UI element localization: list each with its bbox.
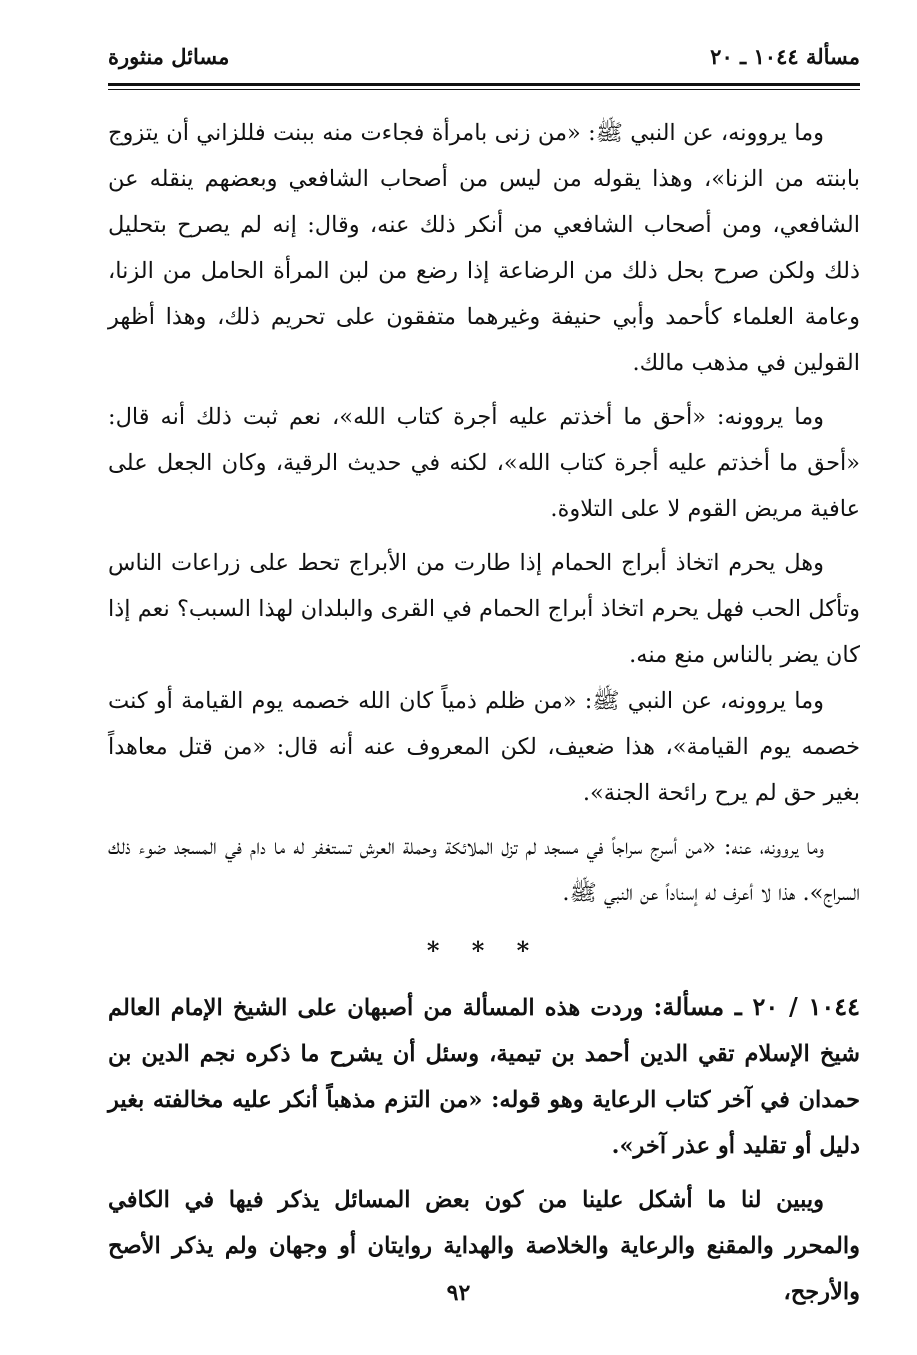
header-chapter-title: مسائل منثورة [108, 44, 230, 69]
section-label: ١٠٤٤ / ٢٠ ـ مسألة: [653, 992, 860, 1021]
paragraph-3: وهل يحرم اتخاذ أبراج الحمام إذا طارت من الأبراج تحط على زراعات الناس وتأكل الحب فهل يحرم اتخاذ أبراج الحمام في القرى والبلدان لهذا السبب؟ نعم إذا كان يضر بالناس منع منه. [108, 550, 860, 668]
header-rule-thin [108, 89, 860, 90]
paragraph-1: وما يروونه، عن النبي ﷺ: «من زنى بامرأة فجاءت منه ببنت فللزاني أن يتزوج بابنته من الزنا»، وهذا يقوله من ليس من أصحاب الشافعي وبعضهم ينقله عن الشافعي، ومن أصحاب الشافعي من أنكر ذلك عنه، وقال: إنه لم يصرح بتحليل ذلك ولكن صرح بحل ذلك من الرضاعة إذا رضع من لبن المرأة الحامل من الزنا، وعامة العلماء كأحمد وأبي حنيفة وغيرهما متفقون على تحريم ذلك، وهذا أظهر القولين في مذهب مالك. [108, 120, 860, 376]
section-continuation: ويبين لنا ما أشكل علينا من كون بعض المسائل يذكر فيها في الكافي والمحرر والمقنع والرعاية والخلاصة والهداية روايتان أو وجهان ولم يذكر الأصح والأرجح، [108, 1187, 860, 1305]
running-header [108, 44, 860, 80]
header-issue-number: مسألة ١٠٤٤ ـ ٢٠ [710, 44, 860, 69]
header-rule-thick [108, 83, 860, 86]
section-text: وردت هذه المسألة من أصبهان على الشيخ الإمام العالم شيخ الإسلام تقي الدين أحمد بن تيمية، وسئل أن يشرح ما ذكره نجم الدين بن حمدان في آخر كتاب الرعاية وهو قوله: «من التزم مذهباً أنكر عليه مخالفته بغير دليل أو تقليد أو عذر آخر». [108, 995, 860, 1159]
paragraph-2: وما يروونه: «أحق ما أخذتم عليه أجرة كتاب الله»، نعم ثبت ذلك أنه قال: «أحق ما أخذتم عليه أجرة كتاب الله»، لكنه في حديث الرقية، وكان الجعل على عافية مريض القوم لا على التلاوة. [108, 404, 860, 522]
body-text [108, 110, 860, 1315]
paragraph-5: وما يروونه، عنه: «من أسرج سراجاً في مسجد لم تزل الملائكة وحملة العرش تستغفر له ما دام في المسجد ضوء ذلك السراج». هذا لا أعرف له إسناداً عن النبي ﷺ. [108, 834, 860, 906]
page-number: ٩٢ [446, 1280, 471, 1306]
section-heading-paragraph [108, 984, 860, 1169]
section-separator: * * * [426, 936, 542, 965]
paragraph-4: وما يروونه، عن النبي ﷺ: «من ظلم ذمياً كان الله خصمه يوم القيامة أو كنت خصمه يوم القيامة»، هذا ضعيف، لكن المعروف عنه أنه قال: «من قتل معاهداً بغير حق لم يرح رائحة الجنة». [108, 688, 860, 806]
